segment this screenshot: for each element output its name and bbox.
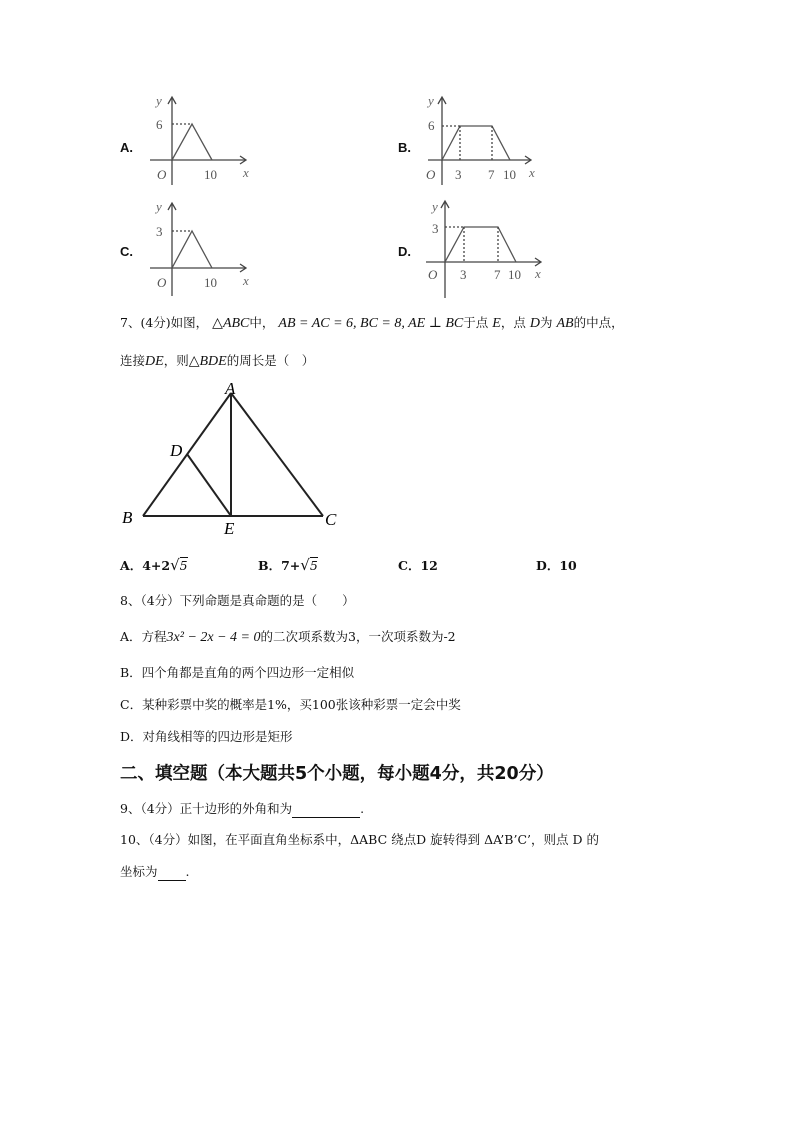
answer-blank-q9[interactable] <box>292 803 360 818</box>
xend-label: 10 <box>204 275 217 290</box>
y-axis-label: y <box>156 93 162 108</box>
vertex-c-label: C <box>325 510 337 529</box>
question-10-line-1: 10、（4分）如图，在平面直角坐标系中，ΔABC 绕点D 旋转得到 ΔA’B’C’，则点 D 的 <box>120 832 599 847</box>
graph-option-b-label: B. <box>398 140 411 155</box>
origin-label: O <box>426 167 436 182</box>
point-d-label: D <box>170 441 183 460</box>
q8-option-b: B．四个角都是直角的两个四边形一定相似 <box>120 665 355 680</box>
section-2-heading: 二、填空题（本大题共5个小题，每小题4分，共20分） <box>120 764 554 784</box>
y-axis-label: y <box>432 199 438 214</box>
vertex-b-label: B <box>122 508 133 527</box>
graph-option-a <box>140 92 260 187</box>
xend-label: 10 <box>508 267 521 282</box>
question-8-stem: 8、（4分）下列命题是真命题的是（ ） <box>120 593 355 608</box>
ymax-label: 6 <box>156 117 163 132</box>
ymax-label: 6 <box>428 118 435 133</box>
q7-option-a: A．4+2√5 <box>120 556 188 574</box>
tick-label: 3 <box>460 267 467 282</box>
graph-option-b <box>418 92 548 187</box>
tick-label: 7 <box>494 267 501 282</box>
triangle-figure <box>115 375 350 540</box>
segment-de <box>187 454 231 516</box>
vertex-a-label: A <box>225 379 236 398</box>
origin-label: O <box>157 275 167 290</box>
graph-line <box>172 124 212 160</box>
x-axis-label: x <box>535 266 541 281</box>
graph-option-a-label: A. <box>120 140 133 155</box>
point-e-label: E <box>224 519 235 538</box>
y-axis-label: y <box>428 93 434 108</box>
graph-option-d-label: D. <box>398 244 411 259</box>
graph-option-c <box>140 198 260 298</box>
tick-label: 7 <box>488 167 495 182</box>
origin-label: O <box>157 167 167 182</box>
q8-option-c: C．某种彩票中奖的概率是1%，买100张该种彩票一定会中奖 <box>120 697 461 712</box>
ymax-label: 3 <box>156 224 163 239</box>
xend-label: 10 <box>204 167 217 182</box>
y-axis-label: y <box>156 199 162 214</box>
question-9: 9、（4分）正十边形的外角和为 . <box>120 801 365 816</box>
q8-option-d: D．对角线相等的四边形是矩形 <box>120 729 293 744</box>
x-axis-label: x <box>243 165 249 180</box>
graph-line <box>442 126 510 160</box>
graph-line <box>172 231 212 268</box>
graph-option-c-label: C. <box>120 244 133 259</box>
question-7-line-2: 连接DE，则△BDE的周长是（ ） <box>120 353 315 369</box>
x-axis-label: x <box>243 273 249 288</box>
q7-option-d: D．10 <box>536 558 577 573</box>
x-axis-label: x <box>529 165 535 180</box>
segment-ac <box>231 393 323 516</box>
q7-option-c: C．12 <box>398 558 438 573</box>
graph-option-d <box>418 196 553 300</box>
question-10-line-2: 坐标为 . <box>120 864 190 879</box>
tick-label: 3 <box>455 167 462 182</box>
xend-label: 10 <box>503 167 516 182</box>
graph-line <box>445 227 516 262</box>
origin-label: O <box>428 267 438 282</box>
ymax-label: 3 <box>432 221 439 236</box>
answer-blank-q10[interactable] <box>158 866 186 881</box>
question-7-line-1: 7、(4分)如图， △ABC中， AB = AC = 6, BC = 8, AE ⊥ BC于点 E，点 D为 AB的中点， <box>120 315 624 331</box>
q8-option-a: A．方程3x² − 2x − 4 = 0的二次项系数为3，一次项系数为-2 <box>120 629 456 645</box>
q7-option-b: B．7+√5 <box>258 556 318 574</box>
